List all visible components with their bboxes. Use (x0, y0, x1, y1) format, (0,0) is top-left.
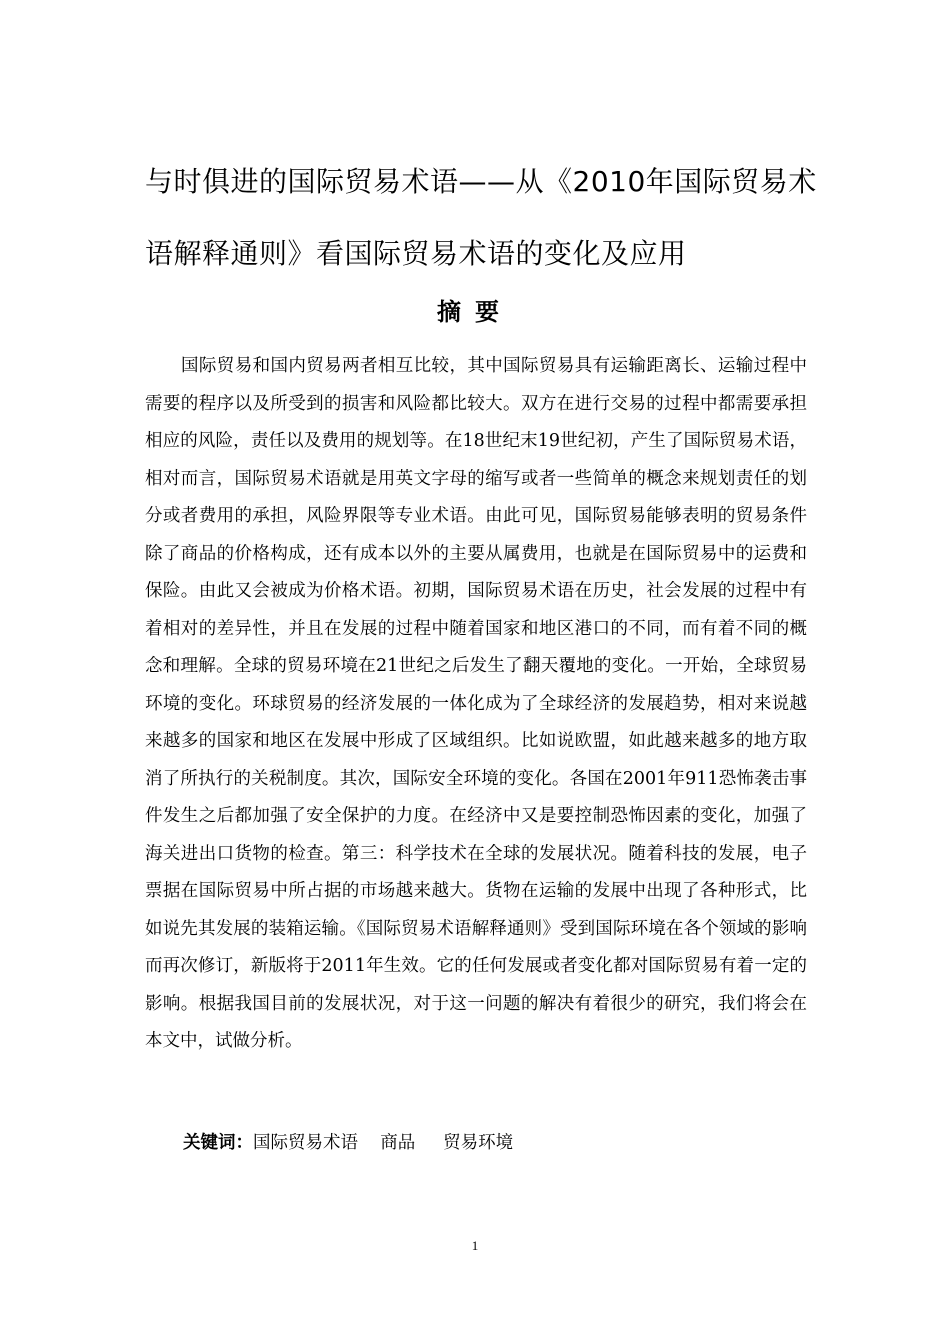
keywords-label: 关键词： (183, 1133, 253, 1153)
abstract-body: 国际贸易和国内贸易两者相互比较，其中国际贸易具有运输距离长、运输过程中需要的程序以及所受到的损害和风险都比较大。双方在进行交易的过程中都需要承担相应的风险，责任以及费用的规划等。在18世纪末19世纪初，产生了国际贸易术语，相对而言，国际贸易术语就是用英文字母的缩写或者一些简单的概念来规划责任的划分或者费用的承担，风险界限等专业术语。由此可见，国际贸易能够表明的贸易条件除了商品的价格构成，还有成本以外的主要从属费用，也就是在国际贸易中的运费和保险。由此又会被成为价格术语。初期，国际贸易术语在历史，社会发展的过程中有着相对的差异性，并且在发展的过程中随着国家和地区港口的不同，而有着不同的概念和理解。全球的贸易环境在21世纪之后发生了翻天覆地的变化。一开始，全球贸易环境的变化。环球贸易的经济发展的一体化成为了全球经济的发展趋势，相对来说越来越多的国家和地区在发展中形成了区域组织。比如说欧盟，如此越来越多的地方取消了所执行的关税制度。其次，国际安全环境的变化。各国在2001年911恐怖袭击事件发生之后都加强了安全保护的力度。在经济中又是要控制恐怖因素的变化，加强了海关进出口货物的检查。第三：科学技术在全球的发展状况。随着科技的发展，电子票据在国际贸易中所占据的市场越来越大。货物在运输的发展中出现了各种形式，比如说先其发展的装箱运输。《国际贸易术语解释通则》受到国际环境在各个领域的影响而再次修订，新版将于2011年生效。它的任何发展或者变化都对国际贸易有着一定的影响。根据我国目前的发展状况，对于这一问题的解决有着很少的研究，我们将会在本文中，试做分析。 (145, 356, 807, 1051)
document-title: 与时俱进的国际贸易术语——从《2010年国际贸易术语解释通则》看国际贸易术语的变化及应用 (145, 165, 817, 270)
keywords-text: 国际贸易术语 商品 贸易环境 (253, 1133, 514, 1153)
keywords-line (183, 1128, 823, 1158)
page-number: 1 (471, 1238, 479, 1253)
abstract-heading: 摘要 (437, 298, 513, 326)
